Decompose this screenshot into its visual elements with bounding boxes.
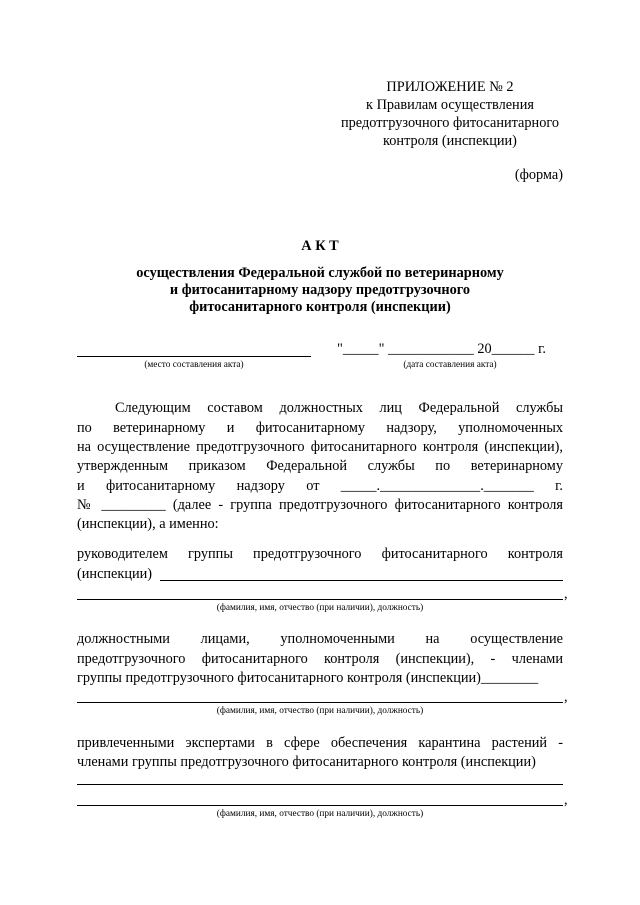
head-section-line: (инспекции) [77,566,153,582]
officials-blank[interactable] [77,702,563,703]
form-label: (форма) [514,167,563,183]
head-comma: , [564,586,568,602]
intro-line: на осуществление предотгрузочного фитосанитарного контроля (инспекции), [77,439,563,455]
officials-comma: , [564,689,568,705]
officials-caption: (фамилия, имя, отчество (при наличии), должность) [216,706,424,716]
intro-line: Следующим составом должностных лиц Федеральной службы [115,400,563,416]
experts-blank-2[interactable] [77,805,563,806]
officials-section-line: группы предотгрузочного фитосанитарного контроля (инспекции)________ [77,670,539,686]
date-caption: (дата составления акта) [403,360,497,370]
act-subtitle-line-3: фитосанитарного контроля (инспекции) [189,299,451,315]
intro-line: № _________ (далее - группа предотгрузочного фитосанитарного контроля [77,497,563,513]
experts-blank-1[interactable] [77,784,563,785]
head-caption: (фамилия, имя, отчество (при наличии), должность) [216,603,424,613]
act-subtitle-line-1: осуществления Федеральной службой по ветеринарному [136,265,504,281]
intro-line: по ветеринарному и фитосанитарному надзору, уполномоченных [77,420,563,436]
intro-line: и фитосанитарному надзору от _____.______________._______ г. [77,478,563,494]
place-caption: (место составления акта) [144,360,244,370]
place-blank-line[interactable] [77,356,311,357]
experts-section-line: членами группы предотгрузочного фитосанитарного контроля (инспекции) [77,754,536,770]
experts-caption: (фамилия, имя, отчество (при наличии), должность) [216,809,424,819]
officials-section-line: должностными лицами, уполномоченными на осуществление [77,631,563,647]
intro-line: утвержденным приказом Федеральной службы по ветеринарному [77,458,563,474]
head-name-blank[interactable] [160,580,563,581]
appendix-title: ПРИЛОЖЕНИЕ № 2 [386,79,514,95]
act-title: А К Т [301,238,339,254]
date-field[interactable]: "_____" ____________ 20______ г. [337,341,546,357]
appendix-subtitle-line-3: контроля (инспекции) [383,133,517,149]
head-position-blank[interactable] [77,599,563,600]
intro-line: (инспекции), а именно: [77,516,219,532]
experts-comma: , [564,792,568,808]
appendix-subtitle-line-1: к Правилам осуществления [366,97,534,113]
appendix-subtitle-line-2: предотгрузочного фитосанитарного [341,115,559,131]
head-section-line: руководителем группы предотгрузочного фитосанитарного контроля [77,546,563,562]
act-subtitle-line-2: и фитосанитарному надзору предотгрузочного [169,282,471,298]
experts-section-line: привлеченными экспертами в сфере обеспечения карантина растений - [77,735,563,751]
officials-section-line: предотгрузочного фитосанитарного контроля (инспекции), - членами [77,651,563,667]
